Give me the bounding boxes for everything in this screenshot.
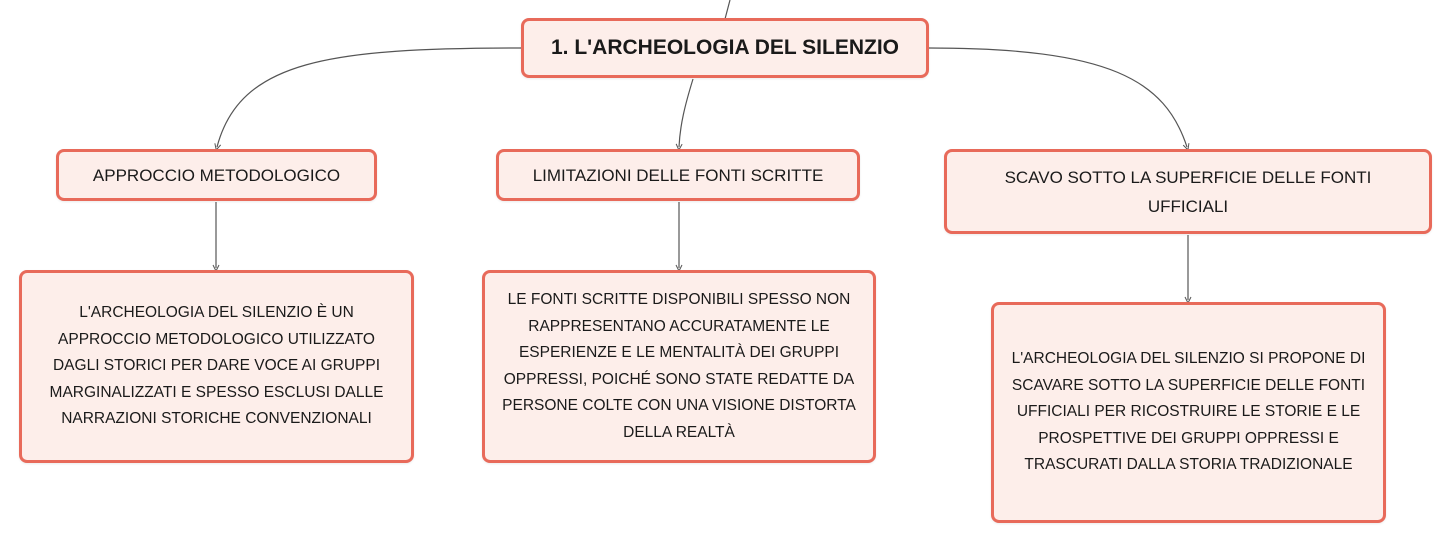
detail-node-scavo-sotto-superficie[interactable]: [991, 302, 1386, 523]
branch-node-approccio-metodologico[interactable]: [56, 149, 377, 201]
connector-root-to-limitazioni: [679, 79, 693, 147]
root-node[interactable]: [521, 18, 929, 78]
branch-node-limitazioni-fonti-scritte[interactable]: [496, 149, 860, 201]
branch-node-label: SCAVO SOTTO LA SUPERFICIE DELLE FONTI UFFICIALI: [1004, 167, 1372, 216]
detail-node-text: LE FONTI SCRITTE DISPONIBILI SPESSO NON RAPPRESENTANO ACCURATAMENTE LE ESPERIENZE E LE MENTALITÀ DEI GRUPPI OPPRESSI, POICHÉ SONO STATE REDATTE DA PERSONE COLTE CON UNA VISIONE DISTORTA DELLA REALTÀ: [502, 291, 856, 441]
detail-node-limitazioni-fonti-scritte[interactable]: [482, 270, 876, 463]
connector-root-to-approccio: [217, 48, 522, 147]
connector-root-to-scavo: [929, 48, 1187, 147]
detail-node-text: L'ARCHEOLOGIA DEL SILENZIO È UN APPROCCIO METODOLOGICO UTILIZZATO DAGLI STORICI PER DARE VOCE AI GRUPPI MARGINALIZZATI E SPESSO ESCLUSI DALLE NARRAZIONI STORICHE CONVENZIONALI: [49, 304, 384, 428]
branch-node-label: APPROCCIO METODOLOGICO: [92, 165, 341, 185]
connector-parent-to-root: [725, 0, 730, 19]
root-node-label: 1. L'ARCHEOLOGIA DEL SILENZIO: [550, 36, 900, 59]
detail-node-text: L'ARCHEOLOGIA DEL SILENZIO SI PROPONE DI SCAVARE SOTTO LA SUPERFICIE DELLE FONTI UFFICIALI PER RICOSTRUIRE LE STORIE E LE PROSPETTIVE DEI GRUPPI OPPRESSI E TRASCURATI DALLA STORIA TRADIZIONALE: [1011, 350, 1366, 474]
branch-node-scavo-sotto-superficie[interactable]: [944, 149, 1432, 234]
detail-node-approccio-metodologico[interactable]: [19, 270, 414, 463]
branch-node-label: LIMITAZIONI DELLE FONTI SCRITTE: [532, 165, 824, 185]
